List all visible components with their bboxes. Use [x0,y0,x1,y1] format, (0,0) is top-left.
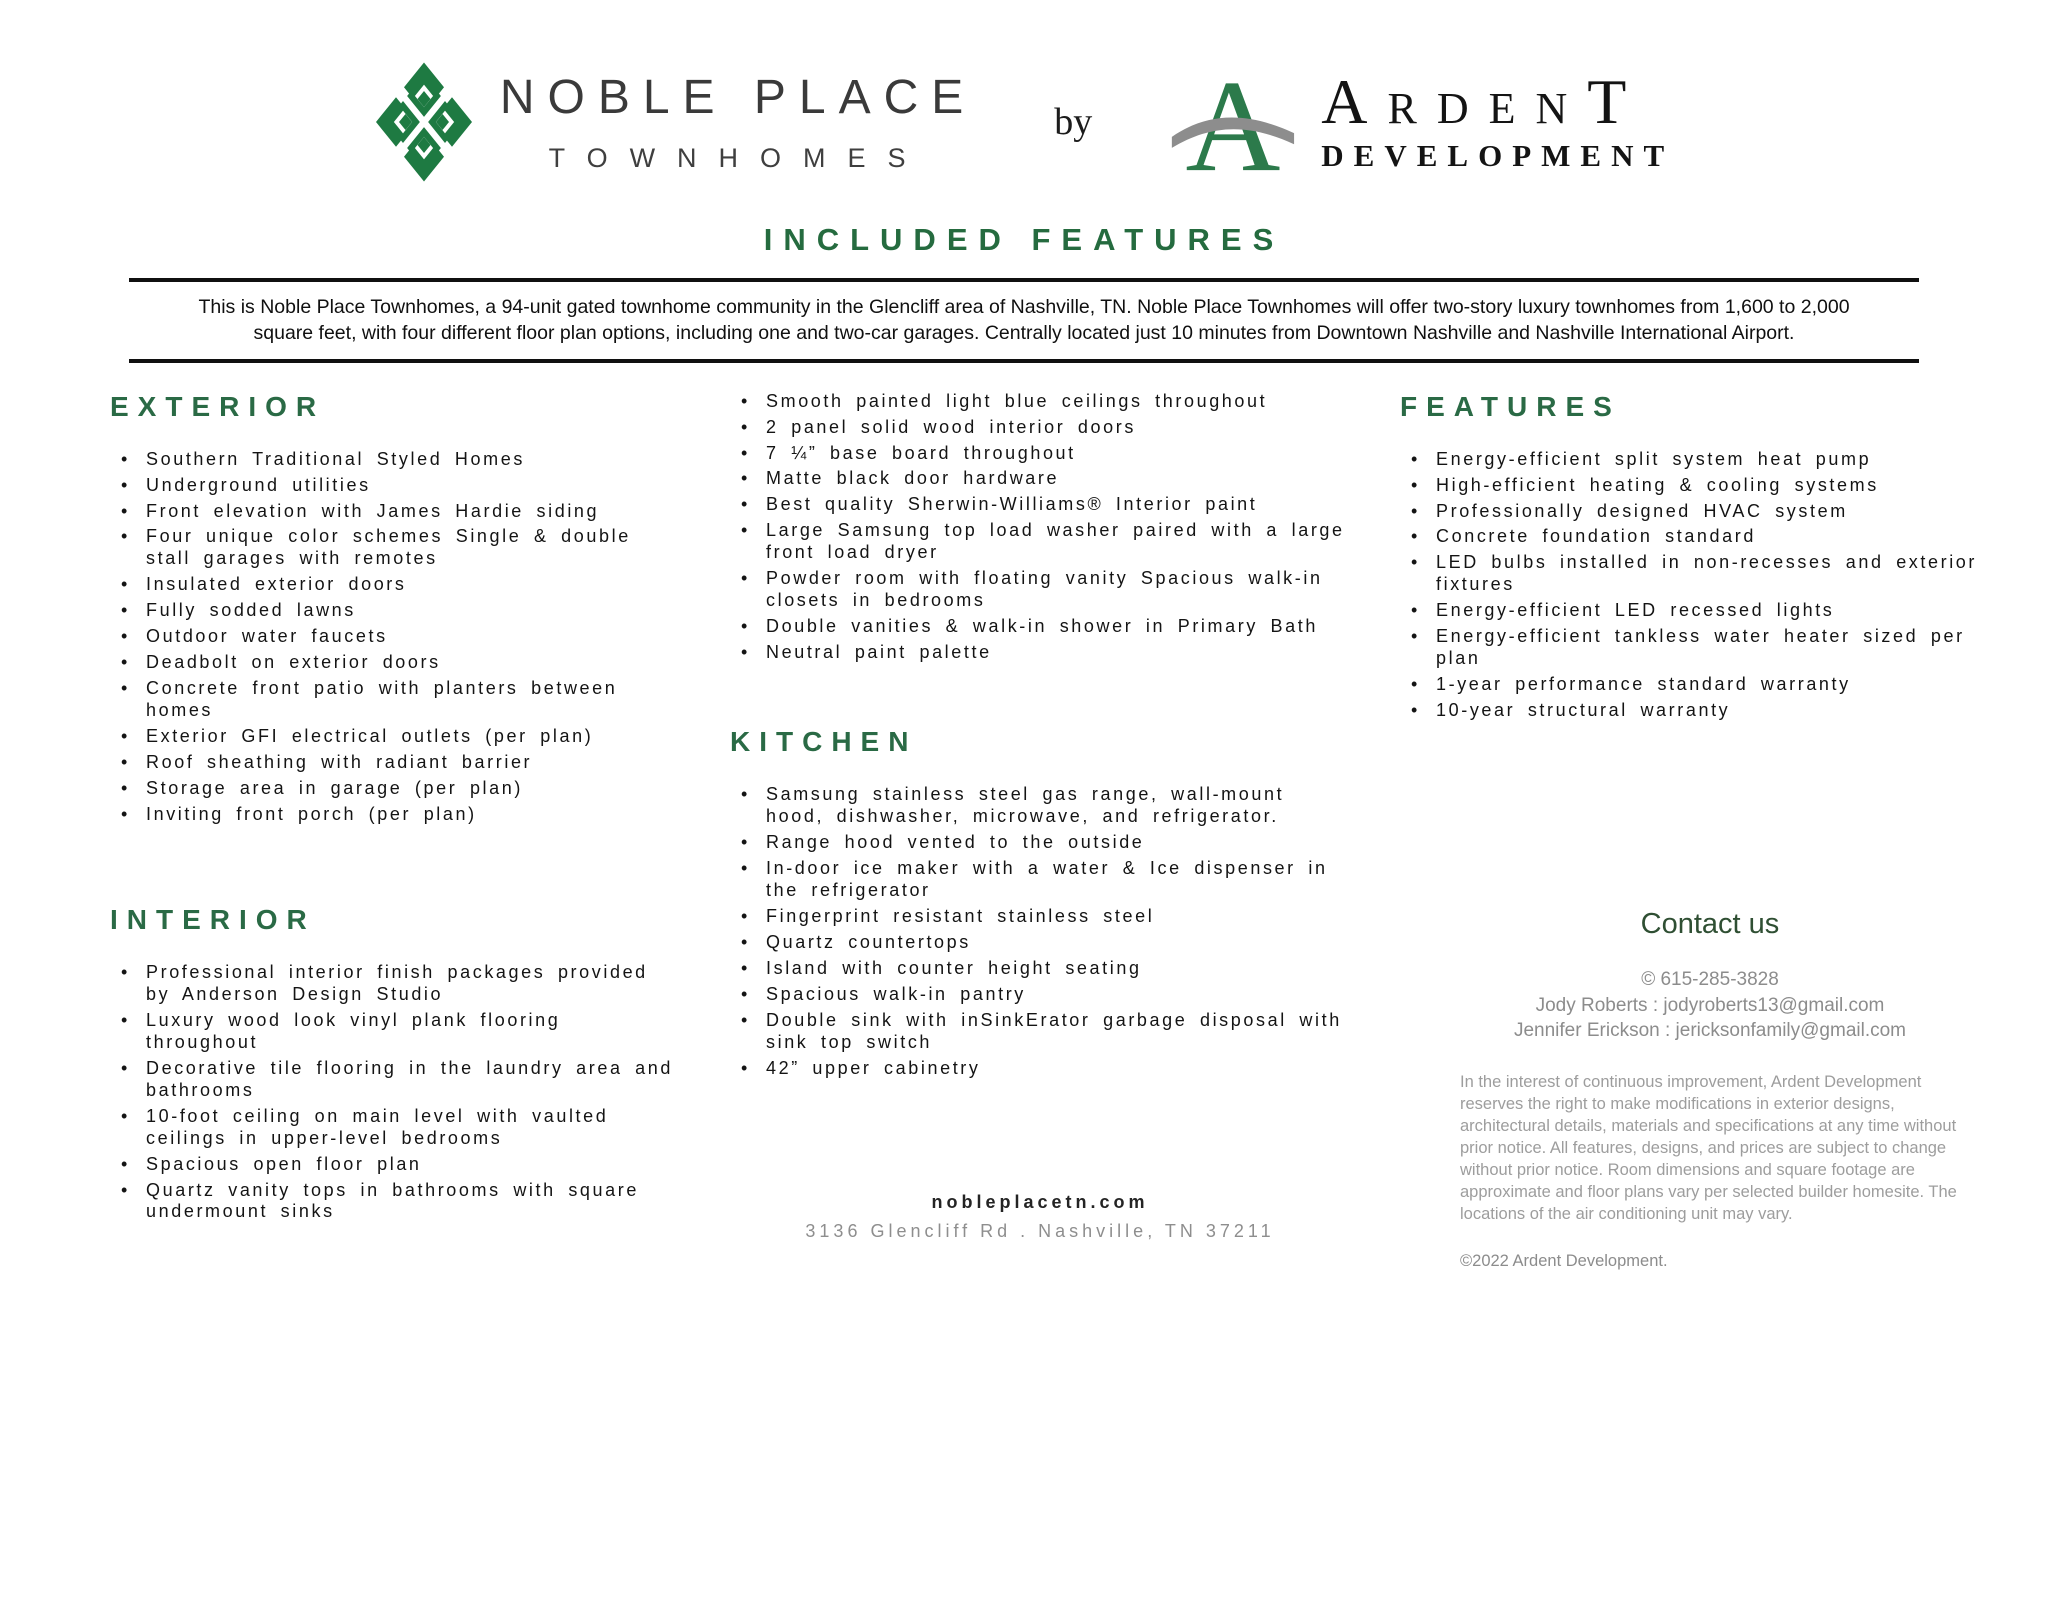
feature-item: • Spacious open floor plan [110,1154,680,1176]
ardent-letter-a: A [1321,66,1388,137]
kitchen-list [730,784,1350,1079]
divider-top [129,278,1919,282]
feature-item: • Powder room with floating vanity Spacious walk-in closets in bedrooms [730,568,1350,612]
feature-item: • Spacious walk-in pantry [730,984,1350,1006]
feature-item: • Quartz vanity tops in bathrooms with square undermount sinks [110,1180,680,1224]
feature-item: • Roof sheathing with radiant barrier [110,752,680,774]
feature-item: • 2 panel solid wood interior doors [730,417,1350,439]
feature-item: • Four unique color schemes Single & double stall garages with remotes [110,526,680,570]
feature-item: • Best quality Sherwin-Williams® Interior paint [730,494,1350,516]
feature-item: • Island with counter height seating [730,958,1350,980]
feature-item: • Double vanities & walk-in shower in Primary Bath [730,616,1350,638]
feature-item: • Professionally designed HVAC system [1400,501,2020,523]
feature-item: • Range hood vented to the outside [730,832,1350,854]
feature-item: • Insulated exterior doors [110,574,680,596]
website-url: nobleplacetn.com [931,1191,1149,1212]
column-left [110,391,680,1228]
ardent-brand [1170,52,1674,192]
feature-item: • Fingerprint resistant stainless steel [730,906,1350,928]
feature-item: • 10-year structural warranty [1400,700,2020,722]
feature-item: • Samsung stainless steel gas range, wall-mount hood, dishwasher, microwave, and refrigerator. [730,784,1350,828]
column-right [1400,391,2020,1271]
copyright-notice: ©2022 Ardent Development. [1460,1251,1668,1270]
contact-phone: © 615-285-3828 [1641,969,1779,991]
feature-item: • Deadbolt on exterior doors [110,652,680,674]
feature-item: • LED bulbs installed in non-recesses and exterior fixtures [1400,552,2020,596]
feature-item: • Luxury wood look vinyl plank flooring throughout [110,1010,680,1054]
feature-item: • Fully sodded lawns [110,600,680,622]
feature-item: • Professional interior finish packages provided by Anderson Design Studio [110,962,680,1006]
feature-item: • Inviting front porch (per plan) [110,804,680,826]
feature-item: • Concrete front patio with planters between homes [110,678,680,722]
page-title: INCLUDED FEATURES [763,222,1285,257]
interior-continued-list [730,391,1350,664]
ardent-a-logo [1170,52,1295,192]
feature-item: • Smooth painted light blue ceilings throughout [730,391,1350,413]
intro-paragraph: This is Noble Place Townhomes, a 94-unit gated townhome community in the Glencliff area of Nashville, TN. Noble Place Townhomes will offer two-story luxury townhomes from 1,600 to 2,000 square feet, with four different floor plan options, including one and two-car garages. Centrally located just 10 minutes from Downtown Nashville and Nashville International Airport. [198,296,1850,345]
legal-disclaimer: In the interest of continuous improvement, Ardent Development reserves the right to make modifications in exterior designs, architectural details, materials and specifications at any time without prior notice. All features, designs, and prices are subject to change without prior notice. Room dimensions and square footage are approximate and floor plans vary per selected builder homesite. The locations of the air conditioning unit may vary. [1460,1073,1957,1223]
exterior-heading: EXTERIOR [110,390,326,422]
features-list [1400,449,2020,722]
feature-item: • Storage area in garage (per plan) [110,778,680,800]
ardent-letters-rden: RDEN [1387,84,1588,133]
feature-item: • Energy-efficient split system heat pump [1400,449,2020,471]
contact-email-jody: Jody Roberts : jodyroberts13@gmail.com [1535,994,1885,1016]
column-middle [730,391,1350,1242]
site-footer [730,1192,1350,1242]
ardent-letter-t: T [1587,66,1647,137]
exterior-list [110,449,680,826]
kitchen-heading: KITCHEN [730,726,918,758]
feature-item: • Southern Traditional Styled Homes [110,449,680,471]
kitchen-section [730,726,1350,1079]
interior-section [110,904,680,1223]
features-section [1400,391,2020,722]
feature-item: • Decorative tile flooring in the laundry area and bathrooms [110,1058,680,1102]
interior-list [110,962,680,1223]
feature-item: • 42” upper cabinetry [730,1058,1350,1080]
ardent-subtitle: DEVELOPMENT [1321,138,1675,173]
feature-item: • 1-year performance standard warranty [1400,674,2020,696]
noble-place-diamond-logo [374,60,474,184]
noble-place-title: NOBLE PLACE [499,71,977,124]
by-label: by [1054,101,1093,143]
feature-item: • Quartz countertops [730,932,1350,954]
interior-heading: INTERIOR [110,903,316,935]
noble-place-brand [374,60,976,184]
street-address: 3136 Glencliff Rd . Nashville, TN 37211 [805,1220,1275,1241]
feature-item: • Matte black door hardware [730,468,1350,490]
feature-item: • Energy-efficient tankless water heater sized per plan [1400,626,2020,670]
exterior-section [110,391,680,826]
feature-item: • Concrete foundation standard [1400,526,2020,548]
ardent-wordmark [1321,66,1647,137]
feature-item: • Double sink with inSinkErator garbage disposal with sink top switch [730,1010,1350,1054]
feature-item: • In-door ice maker with a water & Ice dispenser in the refrigerator [730,858,1350,902]
svg-text:A: A [1185,54,1281,192]
feature-item: • Front elevation with James Hardie siding [110,501,680,523]
header [0,0,2048,192]
feature-columns [0,363,2048,1271]
feature-item: • Underground utilities [110,475,680,497]
feature-item: • Outdoor water faucets [110,626,680,648]
contact-heading: Contact us [1640,908,1780,941]
feature-item: • 7 ¼” base board throughout [730,443,1350,465]
feature-item: • 10-foot ceiling on main level with vaulted ceilings in upper-level bedrooms [110,1106,680,1150]
feature-item: • Large Samsung top load washer paired with a large front load dryer [730,520,1350,564]
features-heading: FEATURES [1400,390,1621,422]
feature-item: • Neutral paint palette [730,642,1350,664]
feature-item: • High-efficient heating & cooling systems [1400,475,2020,497]
feature-item: • Exterior GFI electrical outlets (per plan) [110,726,680,748]
contact-section [1460,908,1960,1270]
contact-email-jennifer: Jennifer Erickson : jericksonfamily@gmail.com [1513,1020,1906,1042]
feature-item: • Energy-efficient LED recessed lights [1400,600,2020,622]
noble-place-subtitle: TOWNHOMES [548,143,928,173]
